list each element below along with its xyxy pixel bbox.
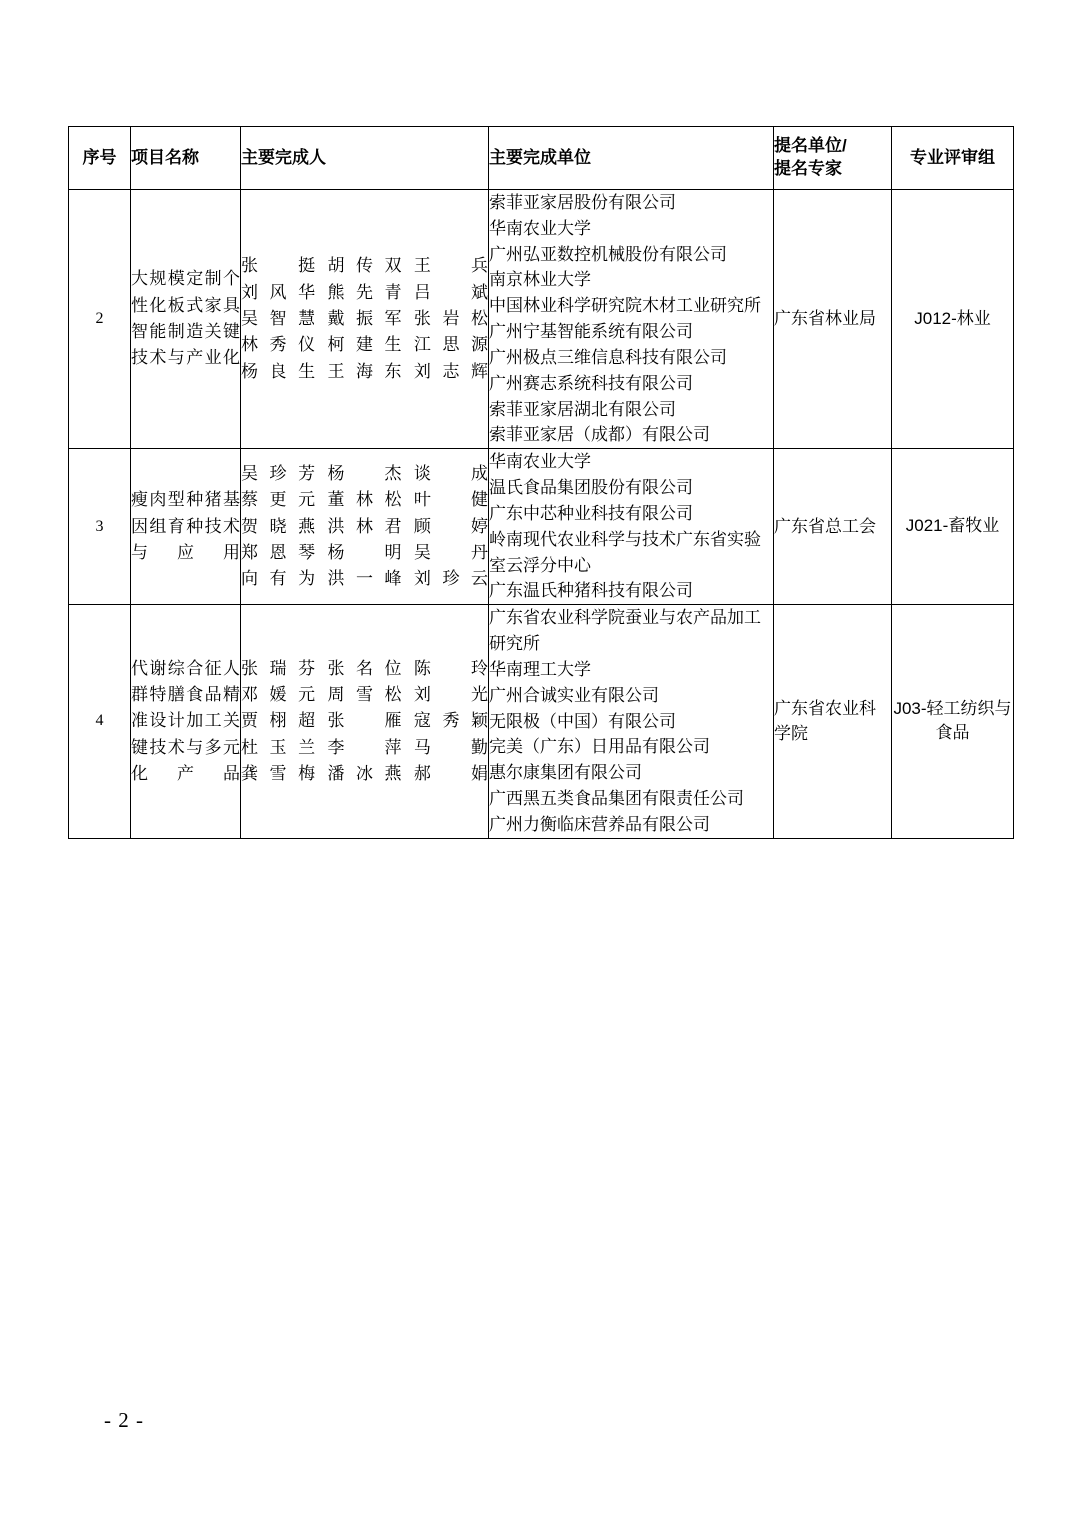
cell-project-name xyxy=(131,449,241,605)
unit-item: 无限极（中国）有限公司 xyxy=(489,711,676,731)
contributor-line xyxy=(241,253,488,279)
contributor-name: 马 勤 xyxy=(413,737,488,757)
unit-item: 华南理工大学 xyxy=(489,659,591,679)
contributor-name: 张瑞芬 xyxy=(241,658,316,678)
cell-review-group: J021-畜牧业 xyxy=(892,449,1014,605)
contributor-name: 吴智慧 xyxy=(241,308,316,328)
column-header-no: 序号 xyxy=(69,127,131,190)
unit-item: 索菲亚家居湖北有限公司 xyxy=(489,399,676,419)
contributor-name: 贺晓燕 xyxy=(241,516,316,536)
award-table-container xyxy=(68,126,1013,839)
unit-item: 广州宁基智能系统有限公司 xyxy=(489,322,693,342)
table-header xyxy=(69,127,1014,190)
unit-item: 广东省农业科学院蚕业与农产品加工研究所 xyxy=(489,608,761,654)
contributor-name: 张 挺 xyxy=(241,256,316,276)
contributor-name: 刘 光 xyxy=(413,684,488,704)
contributor-name: 吕 斌 xyxy=(413,282,488,302)
project-name-text: 大规模定制个性化板式家具智能制造关键技术与产业化 xyxy=(131,269,240,368)
cell-project-name xyxy=(131,190,241,449)
column-header-nominating-unit xyxy=(774,127,892,190)
contributor-name: 江思源 xyxy=(413,335,488,355)
unit-item: 广东温氏种猪科技有限公司 xyxy=(489,581,693,601)
contributor-name: 王 兵 xyxy=(413,256,488,276)
cell-nominating-unit: 广东省总工会 xyxy=(774,449,892,605)
contributor-name: 李 萍 xyxy=(327,737,402,757)
contributor-name: 熊先青 xyxy=(327,282,402,302)
column-header-review-group: 专业评审组 xyxy=(892,127,1014,190)
contributor-name: 刘风华 xyxy=(241,282,316,302)
contributor-line xyxy=(241,461,488,487)
contributor-name: 洪一峰 xyxy=(327,569,402,589)
contributor-name: 谈 成 xyxy=(413,463,488,483)
contributor-name: 杜玉兰 xyxy=(241,737,316,757)
cell-no: 3 xyxy=(69,449,131,605)
contributor-line xyxy=(241,359,488,385)
contributor-name: 蔡更元 xyxy=(241,490,316,510)
contributor-name: 龚雪梅 xyxy=(241,763,316,783)
unit-item: 南京林业大学 xyxy=(489,270,591,290)
contributor-name: 寇秀颖 xyxy=(413,711,488,731)
contributor-name: 戴振军 xyxy=(327,308,402,328)
contributor-name: 陈 玲 xyxy=(413,658,488,678)
cell-nominating-unit: 广东省农业科学院 xyxy=(774,605,892,838)
unit-item: 华南农业大学 xyxy=(489,218,591,238)
unit-item: 广东中芯种业科技有限公司 xyxy=(489,503,693,523)
contributor-name: 郑恩琴 xyxy=(241,542,316,562)
contributor-line xyxy=(241,540,488,566)
column-header-nominating-unit-line2: 提名专家 xyxy=(774,159,842,178)
contributor-line xyxy=(241,708,488,734)
cell-contributors xyxy=(241,449,489,605)
unit-item: 中国林业科学研究院木材工业研究所 xyxy=(489,296,761,316)
unit-item: 华南农业大学 xyxy=(489,452,591,472)
contributor-line xyxy=(241,682,488,708)
column-header-project-name: 项目名称 xyxy=(131,127,241,190)
contributor-name: 林秀仪 xyxy=(241,335,316,355)
cell-units xyxy=(489,449,774,605)
award-table xyxy=(68,126,1014,839)
cell-no: 4 xyxy=(69,605,131,838)
unit-item: 惠尔康集团有限公司 xyxy=(489,763,642,783)
column-header-nominating-unit-line1: 提名单位/ xyxy=(774,136,847,156)
contributor-name: 吴珍芳 xyxy=(241,463,316,483)
unit-item: 完美（广东）日用品有限公司 xyxy=(489,737,710,757)
cell-project-name xyxy=(131,605,241,838)
unit-item: 广西黑五类食品集团有限责任公司 xyxy=(489,789,744,809)
unit-item: 温氏食品集团股份有限公司 xyxy=(489,478,693,498)
cell-review-group: J03-轻工纺织与食品 xyxy=(892,605,1014,838)
contributor-name: 杨良生 xyxy=(241,361,316,381)
contributor-line xyxy=(241,656,488,682)
contributor-name: 张名位 xyxy=(327,658,402,678)
unit-item: 广州弘亚数控机械股份有限公司 xyxy=(489,244,727,264)
cell-contributors xyxy=(241,190,489,449)
table-row xyxy=(69,605,1014,838)
contributor-name: 郝 娟 xyxy=(413,763,488,783)
contributor-line xyxy=(241,332,488,358)
column-header-units: 主要完成单位 xyxy=(489,127,774,190)
contributor-name: 顾 婷 xyxy=(413,516,488,536)
contributor-name: 邓媛元 xyxy=(241,684,316,704)
contributor-line xyxy=(241,487,488,513)
contributor-line xyxy=(241,735,488,761)
contributor-name: 刘珍云 xyxy=(413,569,488,589)
unit-item: 索菲亚家居股份有限公司 xyxy=(489,193,676,212)
contributor-name: 潘冰燕 xyxy=(327,763,402,783)
column-header-contributors: 主要完成人 xyxy=(241,127,489,190)
contributor-name: 叶 健 xyxy=(413,490,488,510)
contributor-line xyxy=(241,514,488,540)
contributor-name: 周雪松 xyxy=(327,684,402,704)
unit-item: 广州极点三维信息科技有限公司 xyxy=(489,347,727,367)
cell-no: 2 xyxy=(69,190,131,449)
cell-contributors xyxy=(241,605,489,838)
cell-nominating-unit: 广东省林业局 xyxy=(774,190,892,449)
contributor-line xyxy=(241,566,488,592)
contributor-name: 洪林君 xyxy=(327,516,402,536)
project-name-text: 代谢综合征人群特膳食品精准设计加工关键技术与多元化产品 xyxy=(131,658,240,783)
contributor-name: 吴 丹 xyxy=(413,542,488,562)
contributor-name: 柯建生 xyxy=(327,335,402,355)
project-name-text: 瘦肉型种猪基因组育种技术与应用 xyxy=(131,490,240,562)
contributor-name: 杨 杰 xyxy=(327,463,402,483)
contributor-line xyxy=(241,280,488,306)
unit-item: 广州力衡临床营养品有限公司 xyxy=(489,814,710,834)
unit-item: 索菲亚家居（成都）有限公司 xyxy=(489,425,710,445)
contributor-line xyxy=(241,306,488,332)
contributor-name: 杨 明 xyxy=(327,542,402,562)
unit-item: 岭南现代农业科学与技术广东省实验室云浮分中心 xyxy=(489,529,761,575)
contributor-name: 胡传双 xyxy=(327,256,402,276)
cell-units xyxy=(489,190,774,449)
contributor-name: 张 雁 xyxy=(327,711,402,731)
contributor-name: 贾栩超 xyxy=(241,711,316,731)
cell-units xyxy=(489,605,774,838)
contributor-name: 刘志辉 xyxy=(413,361,488,381)
contributor-name: 董林松 xyxy=(327,490,402,510)
cell-review-group: J012-林业 xyxy=(892,190,1014,449)
contributor-name: 向有为 xyxy=(241,569,316,589)
contributor-line xyxy=(241,761,488,787)
page-number: - 2 - xyxy=(104,1408,144,1432)
table-header-row xyxy=(69,127,1014,190)
table-row xyxy=(69,190,1014,449)
table-body xyxy=(69,190,1014,839)
unit-item: 广州赛志系统科技有限公司 xyxy=(489,373,693,393)
contributor-name: 张岩松 xyxy=(413,308,488,328)
table-row xyxy=(69,449,1014,605)
unit-item: 广州合诚实业有限公司 xyxy=(489,685,659,705)
contributor-name: 王海东 xyxy=(327,361,402,381)
